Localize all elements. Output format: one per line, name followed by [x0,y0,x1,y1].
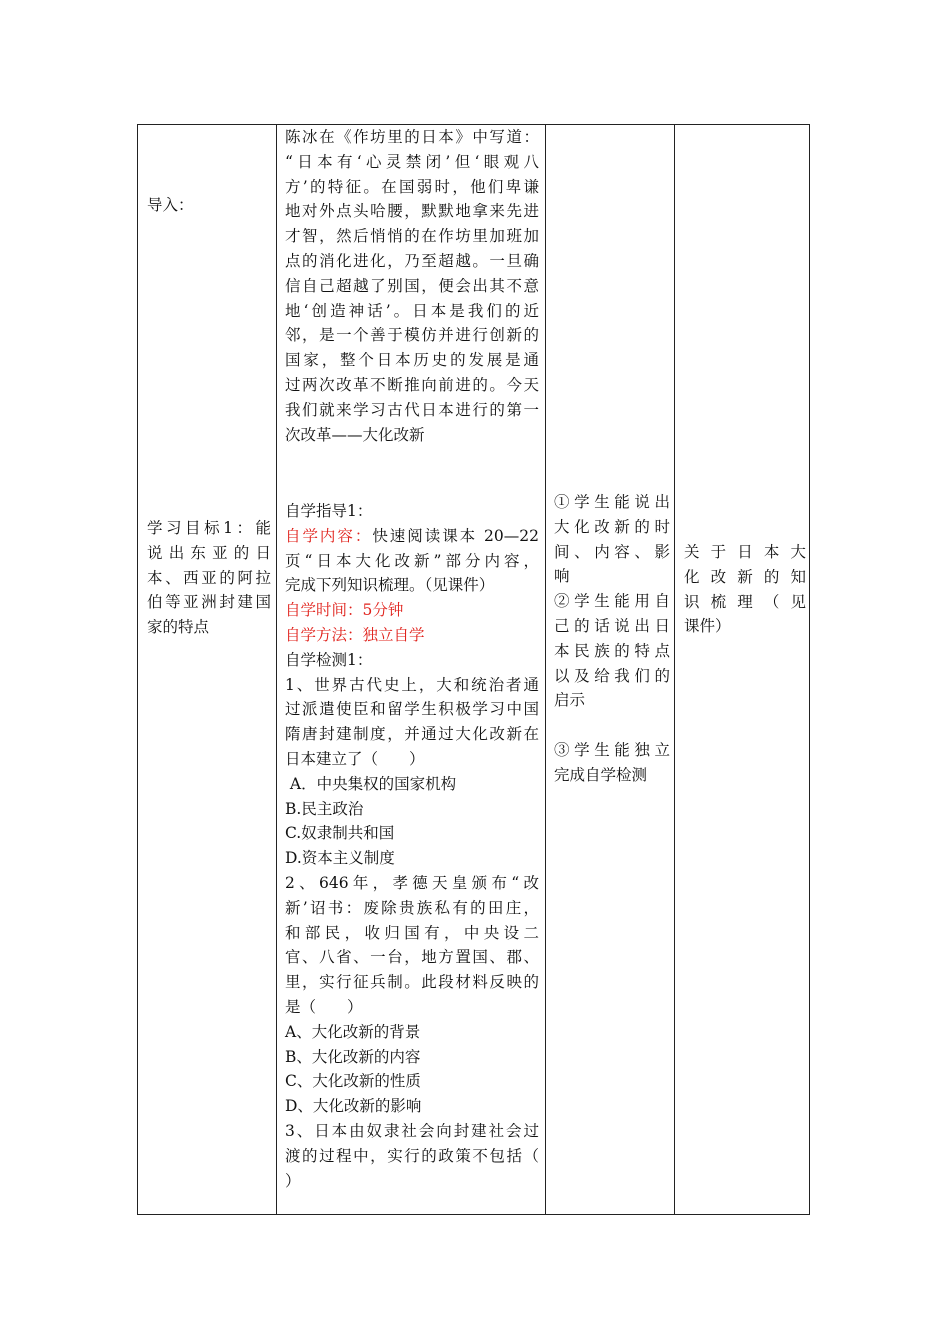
question-2-line: 和部民，收归国有，中央设二 [285,923,539,942]
label-column [138,125,277,1215]
intro-line: 过两次改革不断推向前进的。今天 [285,375,539,394]
resource-line: 课件） [684,617,731,636]
intro-line: 地‘创造神话’。日本是我们的近 [285,301,539,320]
objective-line: 学习目标1：能 [147,519,271,537]
resource-line: 化改新的知 [684,567,806,586]
guide-content-line: 自学内容：快速阅读课本 20—22 [285,526,539,545]
outcomes-text [554,490,670,788]
content-label: 自学内容： [285,526,373,545]
objective-line: 说出东亚的日 [147,543,271,562]
objective-line: 本、西亚的阿拉 [147,568,271,587]
resource-text [684,540,806,639]
intro-line: “日本有‘心灵禁闭’但‘眼观八 [285,152,539,171]
guide-content-line: 页“日本大化改新”部分内容， [285,551,539,570]
resource-line: 关于日本大 [684,543,806,561]
guide-title: 自学指导1： [285,502,373,520]
question-1-option: D.资本主义制度 [285,849,395,868]
question-2-line: 2、646年，孝德天皇颁布“改 [285,873,539,892]
guide-time: 自学时间：5分钟 [285,601,404,620]
guide-method: 自学方法：独立自学 [285,625,425,644]
intro-line: 信自己超越了别国，便会出其不意 [285,276,539,295]
outcome-line: 间、内容、影 [554,542,670,561]
outcome-line: 大化改新的时 [554,517,670,536]
question-1-line: 过派遣使臣和留学生积极学习中国 [285,700,539,719]
question-1-line: 1、世界古代史上，大和统治者通 [285,675,539,694]
question-1-line: 日本建立了（ ） [285,749,425,768]
question-3-line: ） [285,1171,301,1190]
outcomes-column [546,125,675,1215]
question-2-line: 新’诏书：废除贵族私有的田庄， [285,898,539,917]
outcome-line: ②学生能用自 [554,592,670,611]
question-2-option: B、大化改新的内容 [285,1047,421,1066]
intro-line: 才智，然后悄悄的在作坊里加班加 [285,227,539,246]
intro-line: 陈冰在《作坊里的日本》中写道： [285,128,539,146]
question-3-line: 3、日本由奴隶社会向封建社会过 [285,1121,539,1140]
question-1-option: C.奴隶制共和国 [285,824,395,843]
question-2-line: 里，实行征兵制。此段材料反映的 [285,973,539,992]
check-title: 自学检测1： [285,650,373,669]
question-1-option: A．中央集权的国家机构 [285,774,457,793]
outcome-line: 响 [554,567,570,586]
question-2-line: 官、八省、一台，地方置国、郡、 [285,948,539,967]
outcome-spacer [554,713,670,738]
outcome-line: ①学生能说出 [554,493,670,511]
resource-line: 识梳理（见 [684,592,806,611]
intro-text [285,125,539,447]
resource-column [675,125,810,1215]
intro-line: 我们就来学习古代日本进行的第一 [285,400,539,419]
guide-content-line: 完成下列知识梳理。（见课件） [285,576,495,595]
outcome-line: 启示 [554,691,586,710]
objective-text [147,516,271,640]
question-2-option: C、大化改新的性质 [285,1072,421,1091]
question-3-line: 渡的过程中，实行的政策不包括（ [285,1146,539,1165]
outcome-line: 完成自学检测 [554,765,648,784]
outcome-line: 本民族的特点 [554,641,670,660]
intro-line: 地对外点头哈腰，默默地拿来先进 [285,202,539,221]
outcome-line: 以及给我们的 [554,666,670,685]
outcome-line: 己的话说出日 [554,616,670,635]
outcome-line: ③学生能独立 [554,740,670,759]
intro-line: 点的消化进化，乃至超越。一旦确 [285,251,539,270]
question-2-line: 是（ ） [285,997,363,1016]
objective-line: 伯等亚洲封建国 [147,593,271,612]
question-1-option: B.民主政治 [285,799,364,818]
intro-line: 邻，是一个善于模仿并进行创新的 [285,326,539,345]
question-1-line: 隋唐封建制度，并通过大化改新在 [285,725,539,744]
objective-line: 家的特点 [147,618,210,637]
intro-line: 国家，整个日本历史的发展是通 [285,351,539,370]
question-2-option: D、大化改新的影响 [285,1097,422,1116]
intro-label: 导入： [147,196,194,214]
intro-line: 方’的特征。在国弱时，他们卑谦 [285,177,539,196]
content-column [277,125,546,1215]
intro-line: 次改革——大化改新 [285,425,425,444]
question-2-option: A、大化改新的背景 [285,1022,421,1041]
self-study-guide [285,499,539,1193]
lesson-plan-table [137,124,810,1215]
